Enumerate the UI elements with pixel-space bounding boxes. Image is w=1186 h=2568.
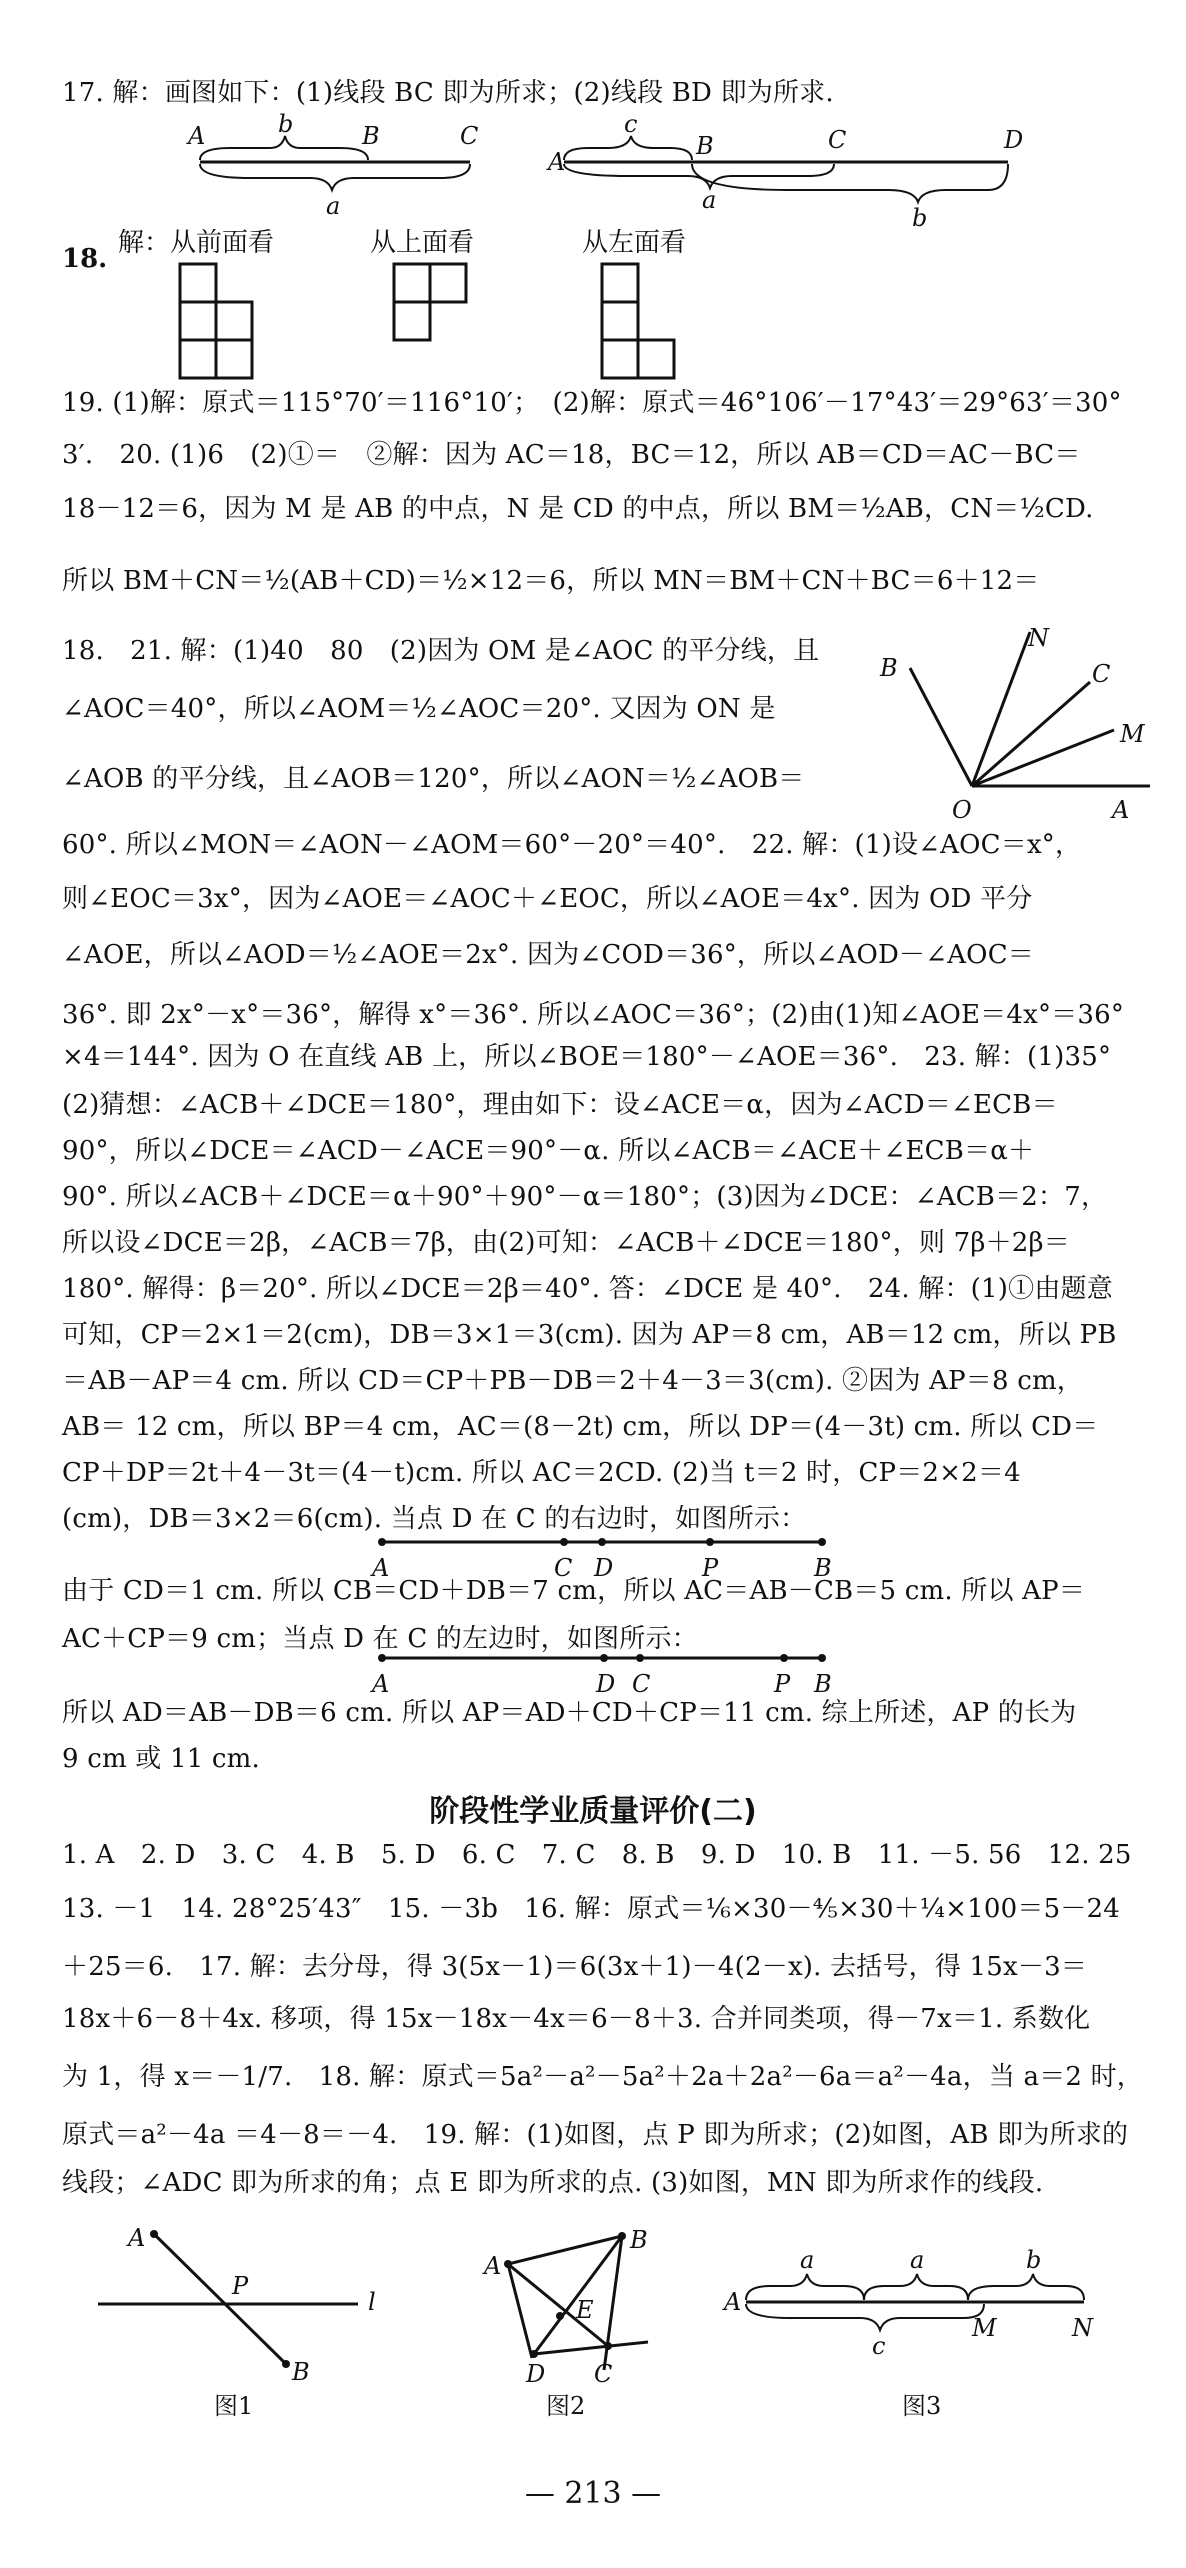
section-title: 阶段性学业质量评价(二) [429, 1794, 757, 1829]
figure-3 [720, 2226, 1140, 2420]
answers-line-4: 18x＋6－8＋4x. 移项，得 15x－18x－4x＝6－8＋3. 合并同类项，得－7x＝1. 系数化 [62, 2004, 1091, 2034]
q23-line-5: 180°. 解得：β＝20°. 所以∠DCE＝2β＝40°. 答：∠DCE 是 40°. 24. 解：(1)①由题意 [62, 1274, 1113, 1304]
label-A: A [188, 122, 206, 150]
label-a1: a [800, 2246, 815, 2274]
q23-line-1: (2)猜想：∠ACB＋∠DCE＝180°，理由如下：设∠ACE＝α，因为∠ACD＝∠ECB＝ [62, 1090, 1058, 1120]
answers-line-1: 1. A 2. D 3. C 4. B 5. D 6. C 7. C 8. B 9. D 10. B 11. －5. 56 12. 25 [62, 1840, 1132, 1870]
q21-angle-figure [880, 626, 1160, 836]
label-A: A [724, 2288, 742, 2316]
label-C: C [554, 1554, 573, 1582]
figure-2 [470, 2218, 670, 2418]
q21-line-1: 18. 21. 解：(1)40 80 (2)因为 OM 是∠AOC 的平分线，且 [62, 636, 820, 666]
figure-1 [90, 2224, 390, 2420]
q18-left-label: 从左面看 [582, 228, 687, 258]
q18-top-view [392, 262, 488, 352]
label-C: C [632, 1670, 651, 1698]
label-B: B [814, 1670, 832, 1698]
label-a: a [702, 186, 717, 214]
q24-line-3: AB＝ 12 cm，所以 BP＝4 cm，AC＝(8－2t) cm，所以 DP＝(4－3t) cm. 所以 CD＝ [62, 1412, 1099, 1442]
q24-line-9: 9 cm 或 11 cm. [62, 1744, 260, 1774]
q22-line-1: 60°. 所以∠MON＝∠AON－∠AOM＝60°－20°＝40°. 22. 解：(1)设∠AOC＝x°， [62, 830, 1082, 860]
label-a: a [326, 192, 341, 220]
q24-line-1: 可知，CP＝2×1＝2(cm)，DB＝3×1＝3(cm). 因为 AP＝8 cm，AB＝12 cm，所以 PB [62, 1320, 1117, 1350]
q21-line-3: ∠AOB 的平分线，且∠AOB＝120°，所以∠AON＝½∠AOB＝ [62, 764, 805, 794]
q20-line-1: 3′. 20. (1)6 (2)①＝ ②解：因为 AC＝18，BC＝12，所以 AB＝CD＝AC－BC＝ [62, 440, 1081, 470]
q23-line-2: 90°，所以∠DCE＝∠ACD－∠ACE＝90°－α. 所以∠ACB＝∠ACE＋∠ECB＝α＋ [62, 1136, 1035, 1166]
label-P: P [702, 1554, 719, 1582]
q18-top-label: 从上面看 [370, 228, 475, 258]
label-B: B [814, 1554, 832, 1582]
label-A: A [128, 2224, 146, 2252]
q17-figure-bc [188, 110, 490, 220]
label-b: b [1026, 2246, 1042, 2274]
label-P: P [232, 2272, 249, 2300]
label-B: B [362, 122, 380, 150]
q24-line-2: ＝AB－AP＝4 cm. 所以 CD＝CP＋PB－DB＝2＋4－3＝3(cm). ②因为 AP＝8 cm， [62, 1366, 1084, 1396]
label-M: M [972, 2314, 997, 2342]
figure-1-caption: 图1 [214, 2392, 254, 2420]
label-l: l [368, 2288, 376, 2316]
label-A: A [484, 2252, 502, 2280]
label-N: N [1072, 2314, 1093, 2342]
label-B: B [880, 654, 898, 682]
label-a2: a [910, 2246, 925, 2274]
q18-front-view [178, 262, 274, 382]
label-b: b [912, 204, 928, 232]
answers-line-6: 原式＝a²－4a ＝4－8＝－4. 19. 解：(1)如图，点 P 即为所求；(2)如图，AB 即为所求的 [62, 2120, 1129, 2150]
q18-number: 18. [62, 244, 108, 274]
q24-line-8: 所以 AD＝AB－DB＝6 cm. 所以 AP＝AD＋CD＋CP＝11 cm. 综上所述，AP 的长为 [62, 1698, 1077, 1728]
answers-line-2: 13. －1 14. 28°25′43″ 15. －3b 16. 解：原式＝⅙×30－⅘×30＋¼×100＝5－24 [62, 1894, 1121, 1924]
q19-line-1: 19. (1)解：原式＝115°70′＝116°10′； (2)解：原式＝46°106′－17°43′＝29°63′＝30° [62, 388, 1122, 418]
label-D: D [594, 1554, 614, 1582]
q20-line-3: 所以 BM＋CN＝½(AB＋CD)＝½×12＝6，所以 MN＝BM＋CN＋BC＝6＋12＝ [62, 566, 1040, 596]
label-c: c [624, 110, 638, 138]
label-C: C [460, 122, 479, 150]
label-O: O [952, 796, 972, 824]
label-D: D [596, 1670, 616, 1698]
label-C: C [594, 2360, 613, 2388]
q18-front-label: 解：从前面看 [118, 228, 275, 258]
q23-line-4: 所以设∠DCE＝2β，∠ACB＝7β，由(2)可知：∠ACB＋∠DCE＝180°，则 7β＋2β＝ [62, 1228, 1070, 1258]
q24-line-5: (cm)，DB＝3×2＝6(cm). 当点 D 在 C 的右边时，如图所示： [62, 1504, 807, 1534]
q24-line-4: CP＋DP＝2t＋4－3t＝(4－t)cm. 所以 AC＝2CD. (2)当 t＝2 时，CP＝2×2＝4 [62, 1458, 1021, 1488]
label-A: A [372, 1670, 390, 1698]
q24-figure-d-right [370, 1512, 840, 1582]
label-B: B [630, 2226, 648, 2254]
label-b: b [278, 110, 294, 138]
q24-figure-d-left [370, 1628, 840, 1698]
q21-line-2: ∠AOC＝40°，所以∠AOM＝½∠AOC＝20°. 又因为 ON 是 [62, 694, 776, 724]
label-C: C [1092, 660, 1111, 688]
label-N: N [1028, 624, 1049, 652]
label-A: A [372, 1554, 390, 1582]
q18-left-view [600, 262, 696, 382]
figure-3-caption: 图3 [902, 2392, 942, 2420]
q22-line-3: ∠AOE，所以∠AOD＝½∠AOE＝2x°. 因为∠COD＝36°，所以∠AOD－∠AOC＝ [62, 940, 1034, 970]
answers-line-7: 线段；∠ADC 即为所求的角；点 E 即为所求的点. (3)如图，MN 即为所求作的线段. [62, 2168, 1044, 2198]
label-c: c [872, 2332, 886, 2360]
label-A: A [1112, 796, 1130, 824]
label-A: A [548, 148, 566, 176]
label-E: E [576, 2296, 594, 2324]
answers-line-5: 为 1，得 x＝－1/7. 18. 解：原式＝5a²－a²－5a²＋2a＋2a²－6a＝a²－4a，当 a＝2 时， [62, 2062, 1144, 2092]
q17-figure-bd [548, 110, 1028, 232]
label-M: M [1120, 720, 1145, 748]
label-D: D [526, 2360, 546, 2388]
answers-line-3: ＋25＝6. 17. 解：去分母，得 3(5x－1)＝6(3x＋1)－4(2－x). 去括号，得 15x－3＝ [62, 1952, 1088, 1982]
q24-line-7: AC＋CP＝9 cm；当点 D 在 C 的左边时，如图所示： [62, 1624, 698, 1654]
page-number: — 213 — [524, 2476, 662, 2511]
label-B: B [696, 132, 714, 160]
label-C: C [828, 126, 847, 154]
q22-line-2: 则∠EOC＝3x°，因为∠AOE＝∠AOC＋∠EOC，所以∠AOE＝4x°. 因为 OD 平分 [62, 884, 1033, 914]
q20-line-2: 18－12＝6，因为 M 是 AB 的中点，N 是 CD 的中点，所以 BM＝½AB，CN＝½CD. [62, 494, 1094, 524]
label-D: D [1004, 126, 1024, 154]
q22-line-5: ×4＝144°. 因为 O 在直线 AB 上，所以∠BOE＝180°－∠AOE＝36°. 23. 解：(1)35° [62, 1042, 1112, 1072]
q22-line-4: 36°. 即 2x°－x°＝36°，解得 x°＝36°. 所以∠AOC＝36°；(2)由(1)知∠AOE＝4x°＝36° [62, 1000, 1125, 1030]
q17-line: 17. 解：画图如下：(1)线段 BC 即为所求；(2)线段 BD 即为所求. [62, 78, 834, 108]
q23-line-3: 90°. 所以∠ACB＋∠DCE＝α＋90°＋90°－α＝180°；(3)因为∠DCE：∠ACB＝2：7， [62, 1182, 1108, 1212]
label-P: P [774, 1670, 791, 1698]
label-B: B [292, 2358, 310, 2386]
q24-line-6: 由于 CD＝1 cm. 所以 CB＝CD＋DB＝7 cm，所以 AC＝AB－CB＝5 cm. 所以 AP＝ [62, 1576, 1086, 1606]
figure-2-caption: 图2 [546, 2392, 586, 2420]
